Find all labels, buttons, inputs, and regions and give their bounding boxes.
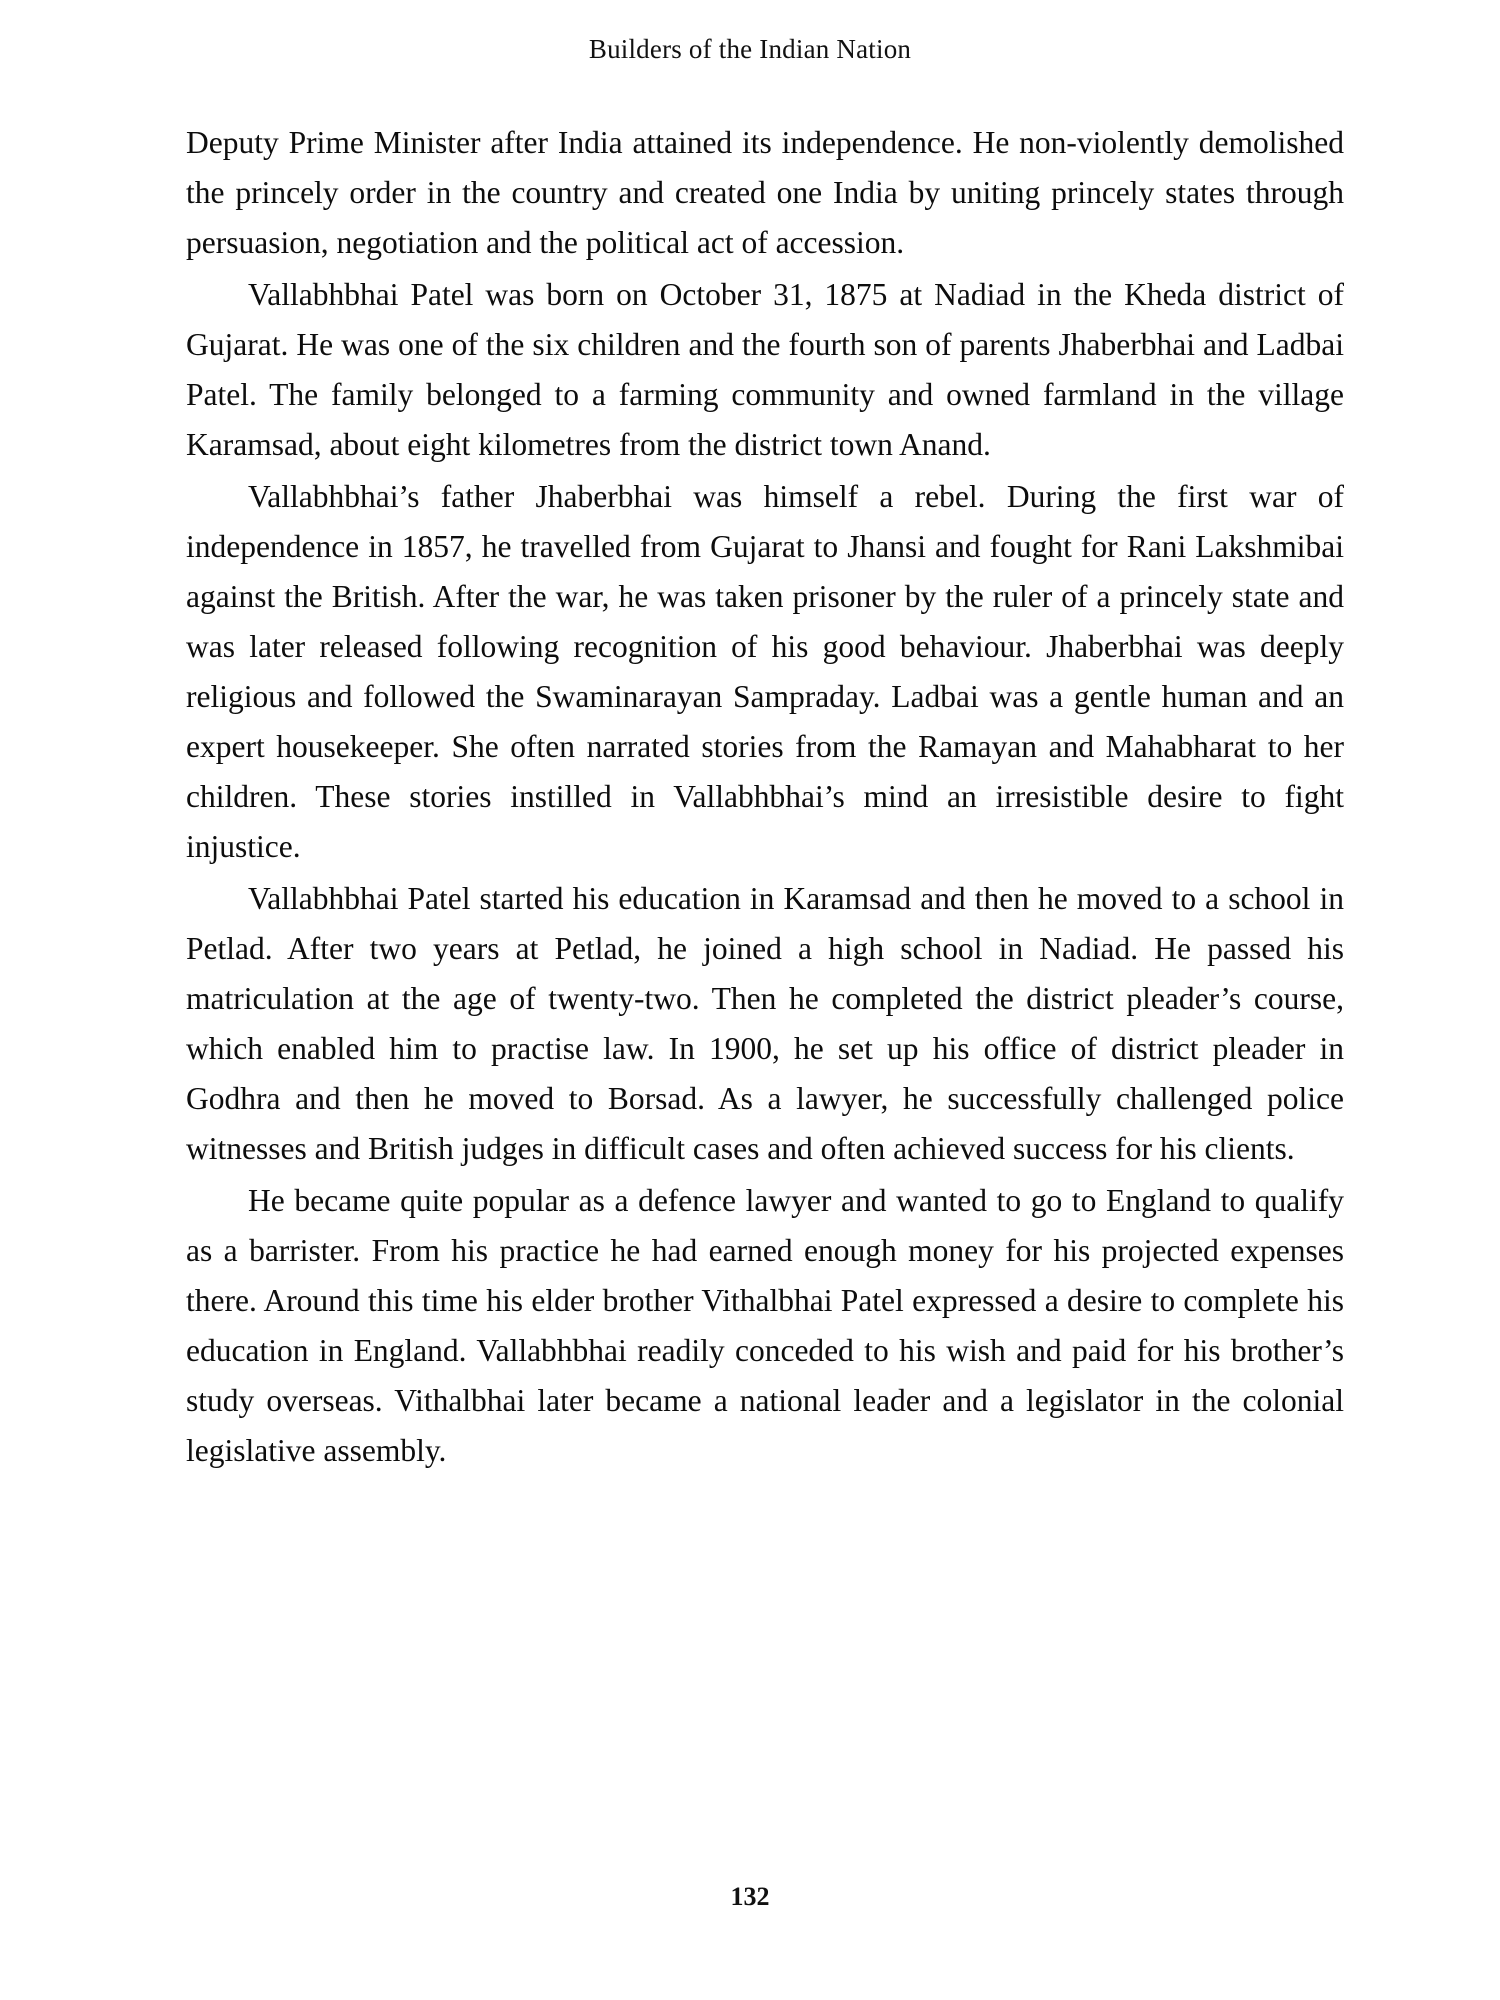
paragraph: Vallabhbhai Patel was born on October 31, 1875 at Nadiad in the Kheda district of Gujarat. He was one of the six children and the fourth son of parents Jhaberbhai and Ladbai Patel. The family belonged to a farming community and owned farmland in the village Karamsad, about eight kilometres from the district town Anand. (186, 277, 1344, 462)
paragraph: Deputy Prime Minister after India attained its independence. He non-violently demolished the princely order in the country and created one India by uniting princely states through persuasion, negotiation and the political act of accession. (186, 125, 1344, 260)
paragraph: Vallabhbhai’s father Jhaberbhai was himself a rebel. During the first war of independence in 1857, he travelled from Gujarat to Jhansi and fought for Rani Lakshmibai against the British. After the war, he was taken prisoner by the ruler of a princely state and was later released following recognition of his good behaviour. Jhaberbhai was deeply religious and followed the Swaminarayan Sampraday. Ladbai was a gentle human and an expert housekeeper. She often narrated stories from the Ramayan and Mahabharat to her children. These stories instilled in Vallabhbhai’s mind an irresistible desire to fight injustice. (186, 479, 1344, 864)
paragraph: He became quite popular as a defence lawyer and wanted to go to England to qualify as a barrister. From his practice he had earned enough money for his projected expenses there. Around this time his elder brother Vithalbhai Patel expressed a desire to complete his education in England. Vallabhbhai readily conceded to his wish and paid for his brother’s study overseas. Vithalbhai later became a national leader and a legislator in the colonial legislative assembly. (186, 1183, 1344, 1468)
paragraph: Vallabhbhai Patel started his education in Karamsad and then he moved to a school in Petlad. After two years at Petlad, he joined a high school in Nadiad. He passed his matriculation at the age of twenty-two. Then he completed the district pleader’s course, which enabled him to practise law. In 1900, he set up his office of district pleader in Godhra and then he moved to Borsad. As a lawyer, he successfully challenged police witnesses and British judges in difficult cases and often achieved success for his clients. (186, 881, 1344, 1166)
body-text (186, 118, 1344, 1476)
page-number: 132 (730, 1882, 770, 1911)
running-head: Builders of the Indian Nation (588, 34, 912, 64)
